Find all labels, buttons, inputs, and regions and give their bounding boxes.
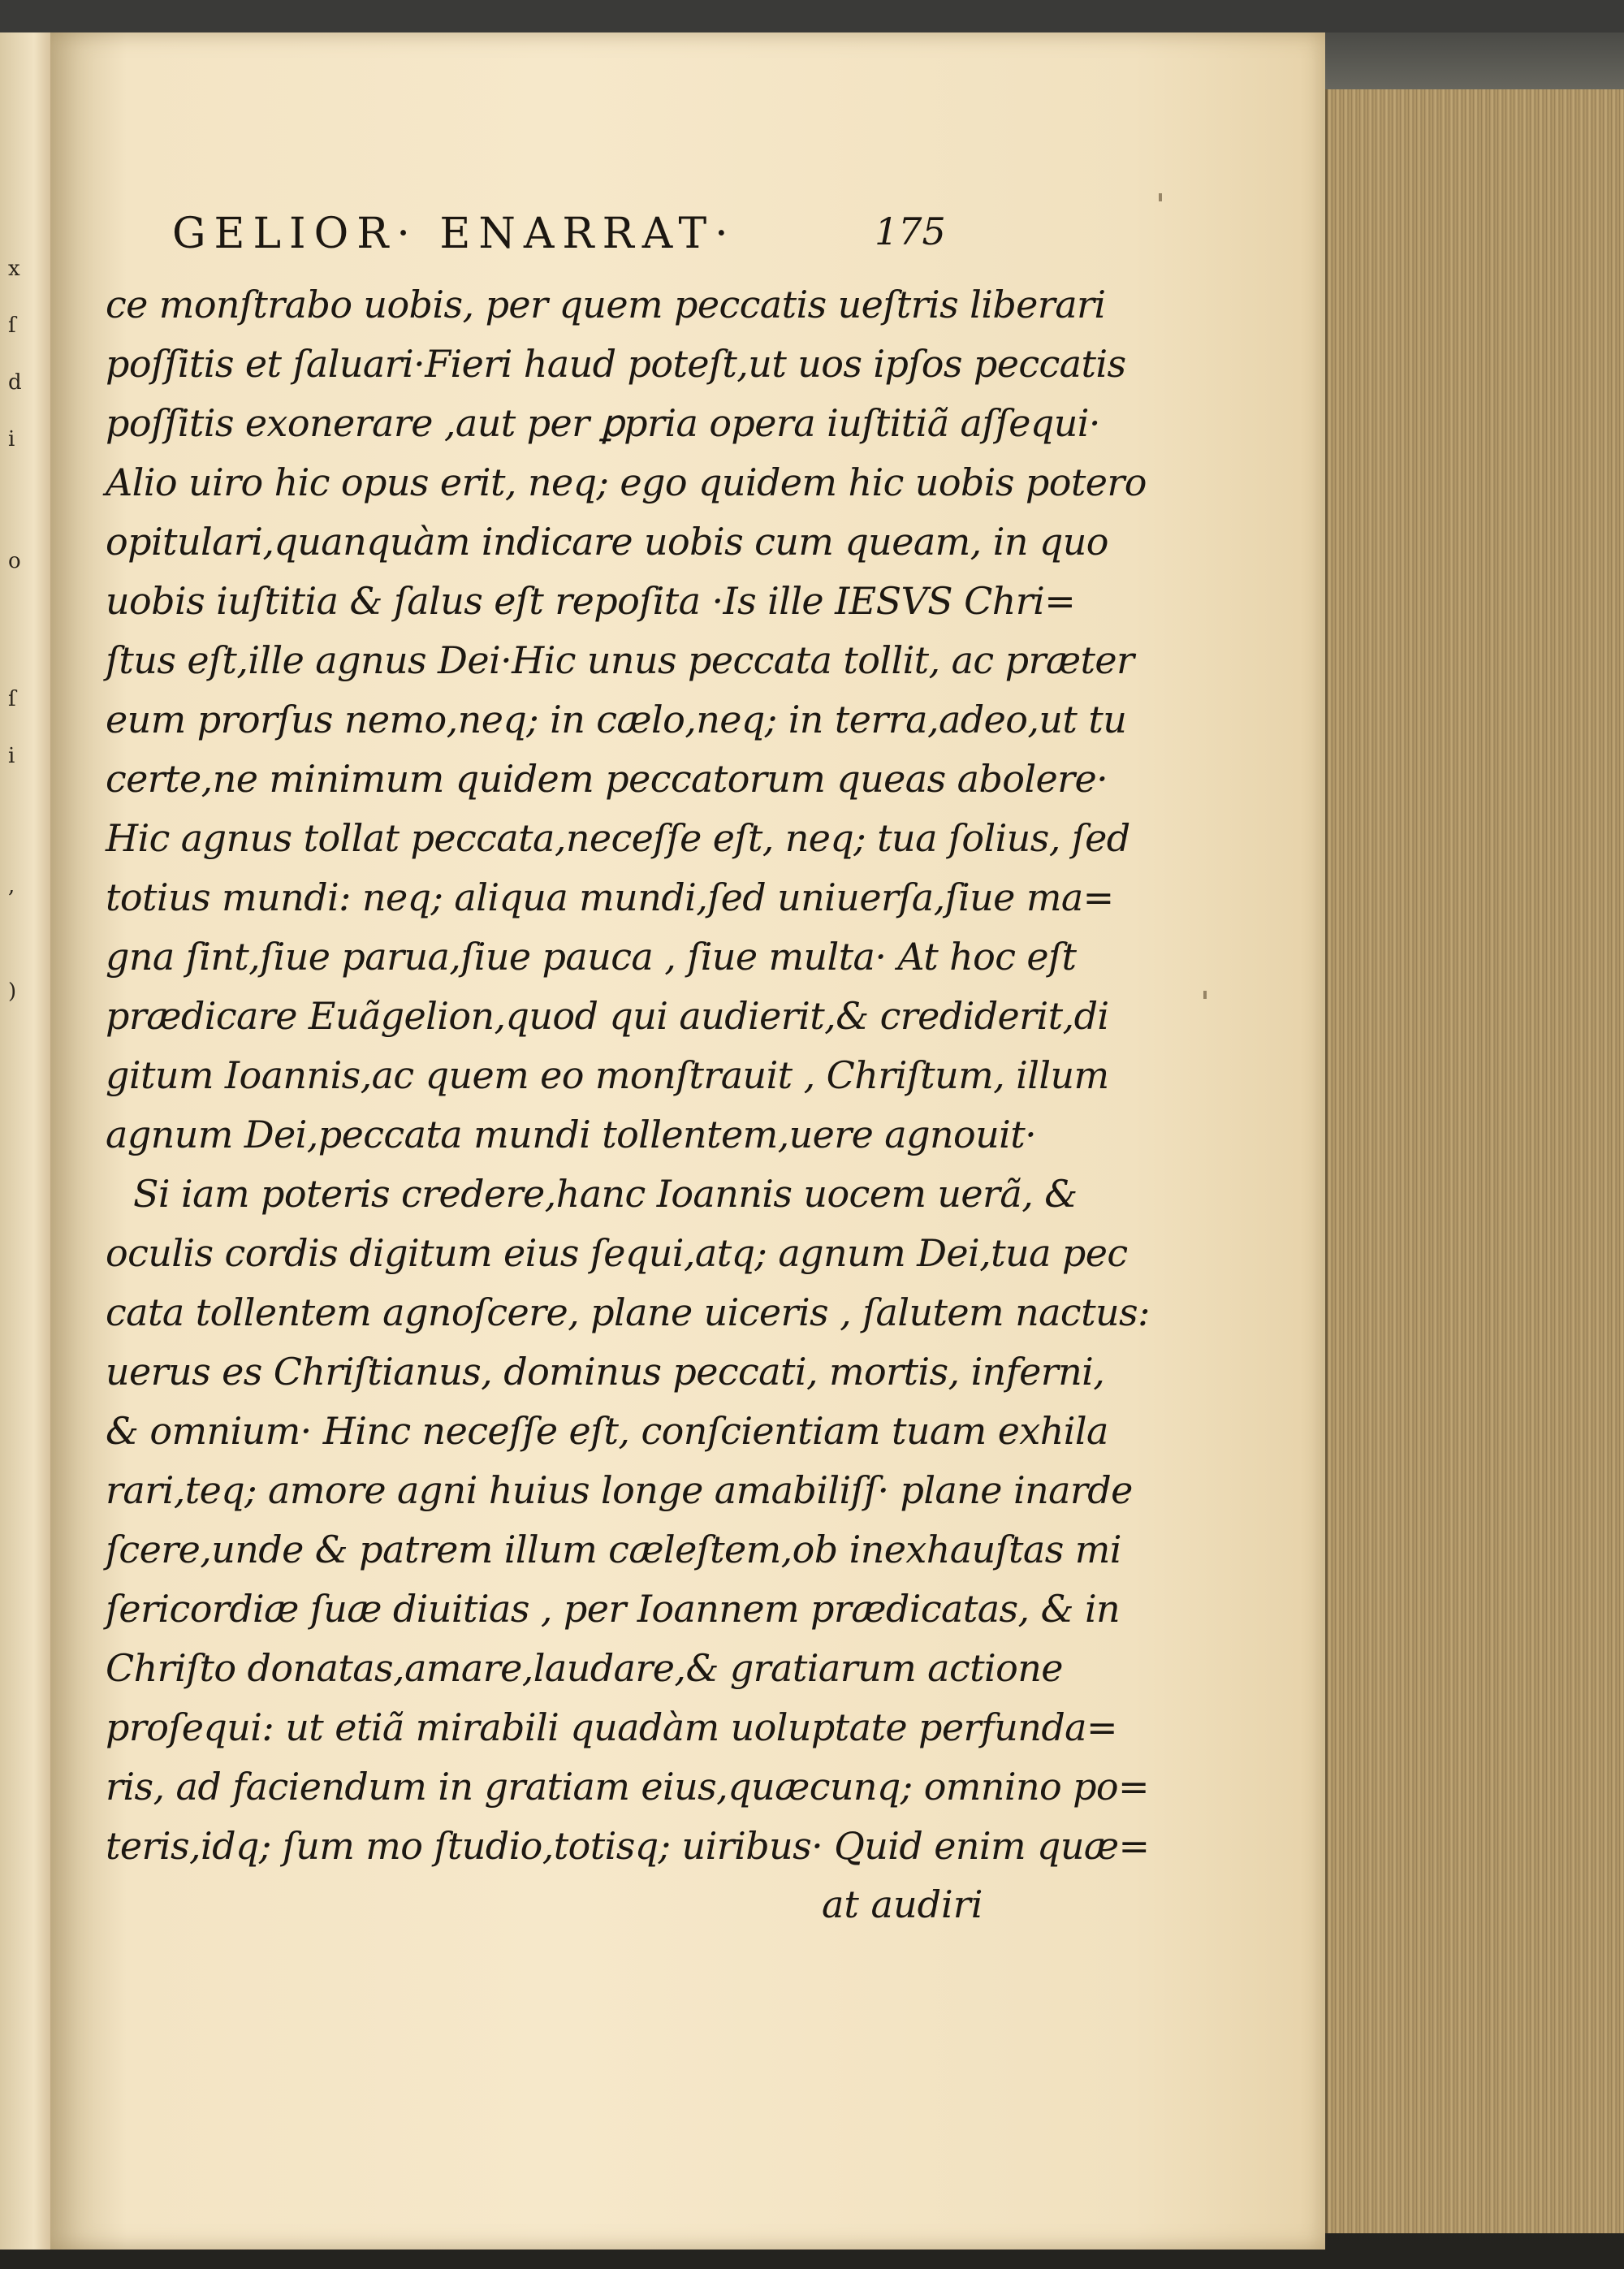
text-line: Si iam poteris credere,hanc Ioannis uocem uerã, &: [133, 1172, 1078, 1216]
text-line: poſſitis et ſaluari·Fieri haud poteſt,ut uos ipſos peccatis: [106, 342, 1126, 386]
catchword: at audiri: [822, 1882, 983, 1926]
text-line: certe,ne minimum quidem peccatorum queas abolere·: [106, 757, 1108, 801]
text-line: ris, ad faciendum in gratiam eius,quæcunq; omnino po=: [106, 1765, 1149, 1809]
margin-mark: o: [8, 549, 21, 573]
margin-mark: x: [8, 257, 20, 281]
text-line: prædicare Euãgelion,quod qui audierit,& crediderit,di: [106, 994, 1109, 1038]
text-line: opitulari,quanquàm indicare uobis cum queam, in quo: [106, 520, 1108, 564]
margin-mark: d: [8, 370, 22, 395]
margin-mark: ſ: [8, 687, 16, 711]
running-head: GELIOR· ENARRAT·: [172, 210, 736, 258]
text-line: Alio uiro hic opus erit, neq; ego quidem hic uobis potero: [106, 460, 1147, 504]
text-line: eum prorſus nemo,neq; in cælo,neq; in terra,adeo,ut tu: [106, 698, 1127, 741]
paper-speck: [1203, 991, 1207, 999]
text-line: totius mundi: neq; aliqua mundi,ſed uniuerſa,ſiue ma=: [106, 875, 1114, 919]
text-line: poſſitis exonerare ,aut per ꝑpria opera iuſtitiã aſſequi·: [106, 401, 1100, 445]
margin-mark: ): [8, 979, 17, 1004]
margin-mark: i: [8, 427, 15, 452]
page-fore-edge: [1325, 89, 1624, 2233]
page-number: 175: [875, 210, 946, 253]
text-line: rari,teq; amore agni huius longe amabiliſſ· plane inarde: [106, 1468, 1133, 1512]
text-line: ſcere,unde & patrem illum cæleſtem,ob inexhauſtas mi: [106, 1528, 1121, 1571]
text-line: cata tollentem agnoſcere, plane uiceris , ſalutem nactus:: [106, 1290, 1150, 1334]
paper-speck: [1159, 193, 1162, 201]
book-page: [50, 32, 1325, 2250]
text-line: proſequi: ut etiã mirabili quadàm uoluptate perfunda=: [106, 1705, 1117, 1749]
margin-mark: ſ: [8, 313, 16, 338]
text-line: gna ſint,ſiue parua,ſiue pauca , ſiue multa· At hoc eſt: [106, 935, 1077, 979]
text-line: & omnium· Hinc neceſſe eſt, conſcientiam tuam exhila: [106, 1409, 1108, 1453]
text-line: Chriſto donatas,amare,laudare,& gratiarum actione: [106, 1646, 1063, 1690]
text-line: ſericordiæ ſuæ diuitias , per Ioannem prædicatas, & in: [106, 1587, 1121, 1631]
margin-mark: i: [8, 744, 15, 768]
margin-mark: ,: [8, 874, 15, 898]
text-line: oculis cordis digitum eius ſequi,atq; agnum Dei,tua pec: [106, 1231, 1128, 1275]
text-line: agnum Dei,peccata mundi tollentem,uere agnouit·: [106, 1113, 1037, 1156]
text-line: teris,idq; ſum mo ſtudio,totisq; uiribus· Quid enim quæ=: [106, 1824, 1150, 1868]
text-line: Hic agnus tollat peccata,neceſſe eſt, neq; tua ſolius, ſed: [106, 816, 1130, 860]
text-line: uerus es Chriſtianus, dominus peccati, mortis, inferni,: [106, 1350, 1105, 1394]
book-top-edge: [1299, 32, 1624, 97]
text-block: [50, 32, 1325, 2250]
text-line: gitum Ioannis,ac quem eo monſtrauit , Chriſtum, illum: [106, 1053, 1109, 1097]
text-line: ſtus eſt,ille agnus Dei·Hic unus peccata tollit, ac præter: [106, 638, 1134, 682]
text-line: ce monſtrabo uobis, per quem peccatis ueſtris liberari: [106, 283, 1106, 326]
text-line: uobis iuſtitia & ſalus eſt repoſita ·Is ille IESVS Chri=: [106, 579, 1076, 623]
